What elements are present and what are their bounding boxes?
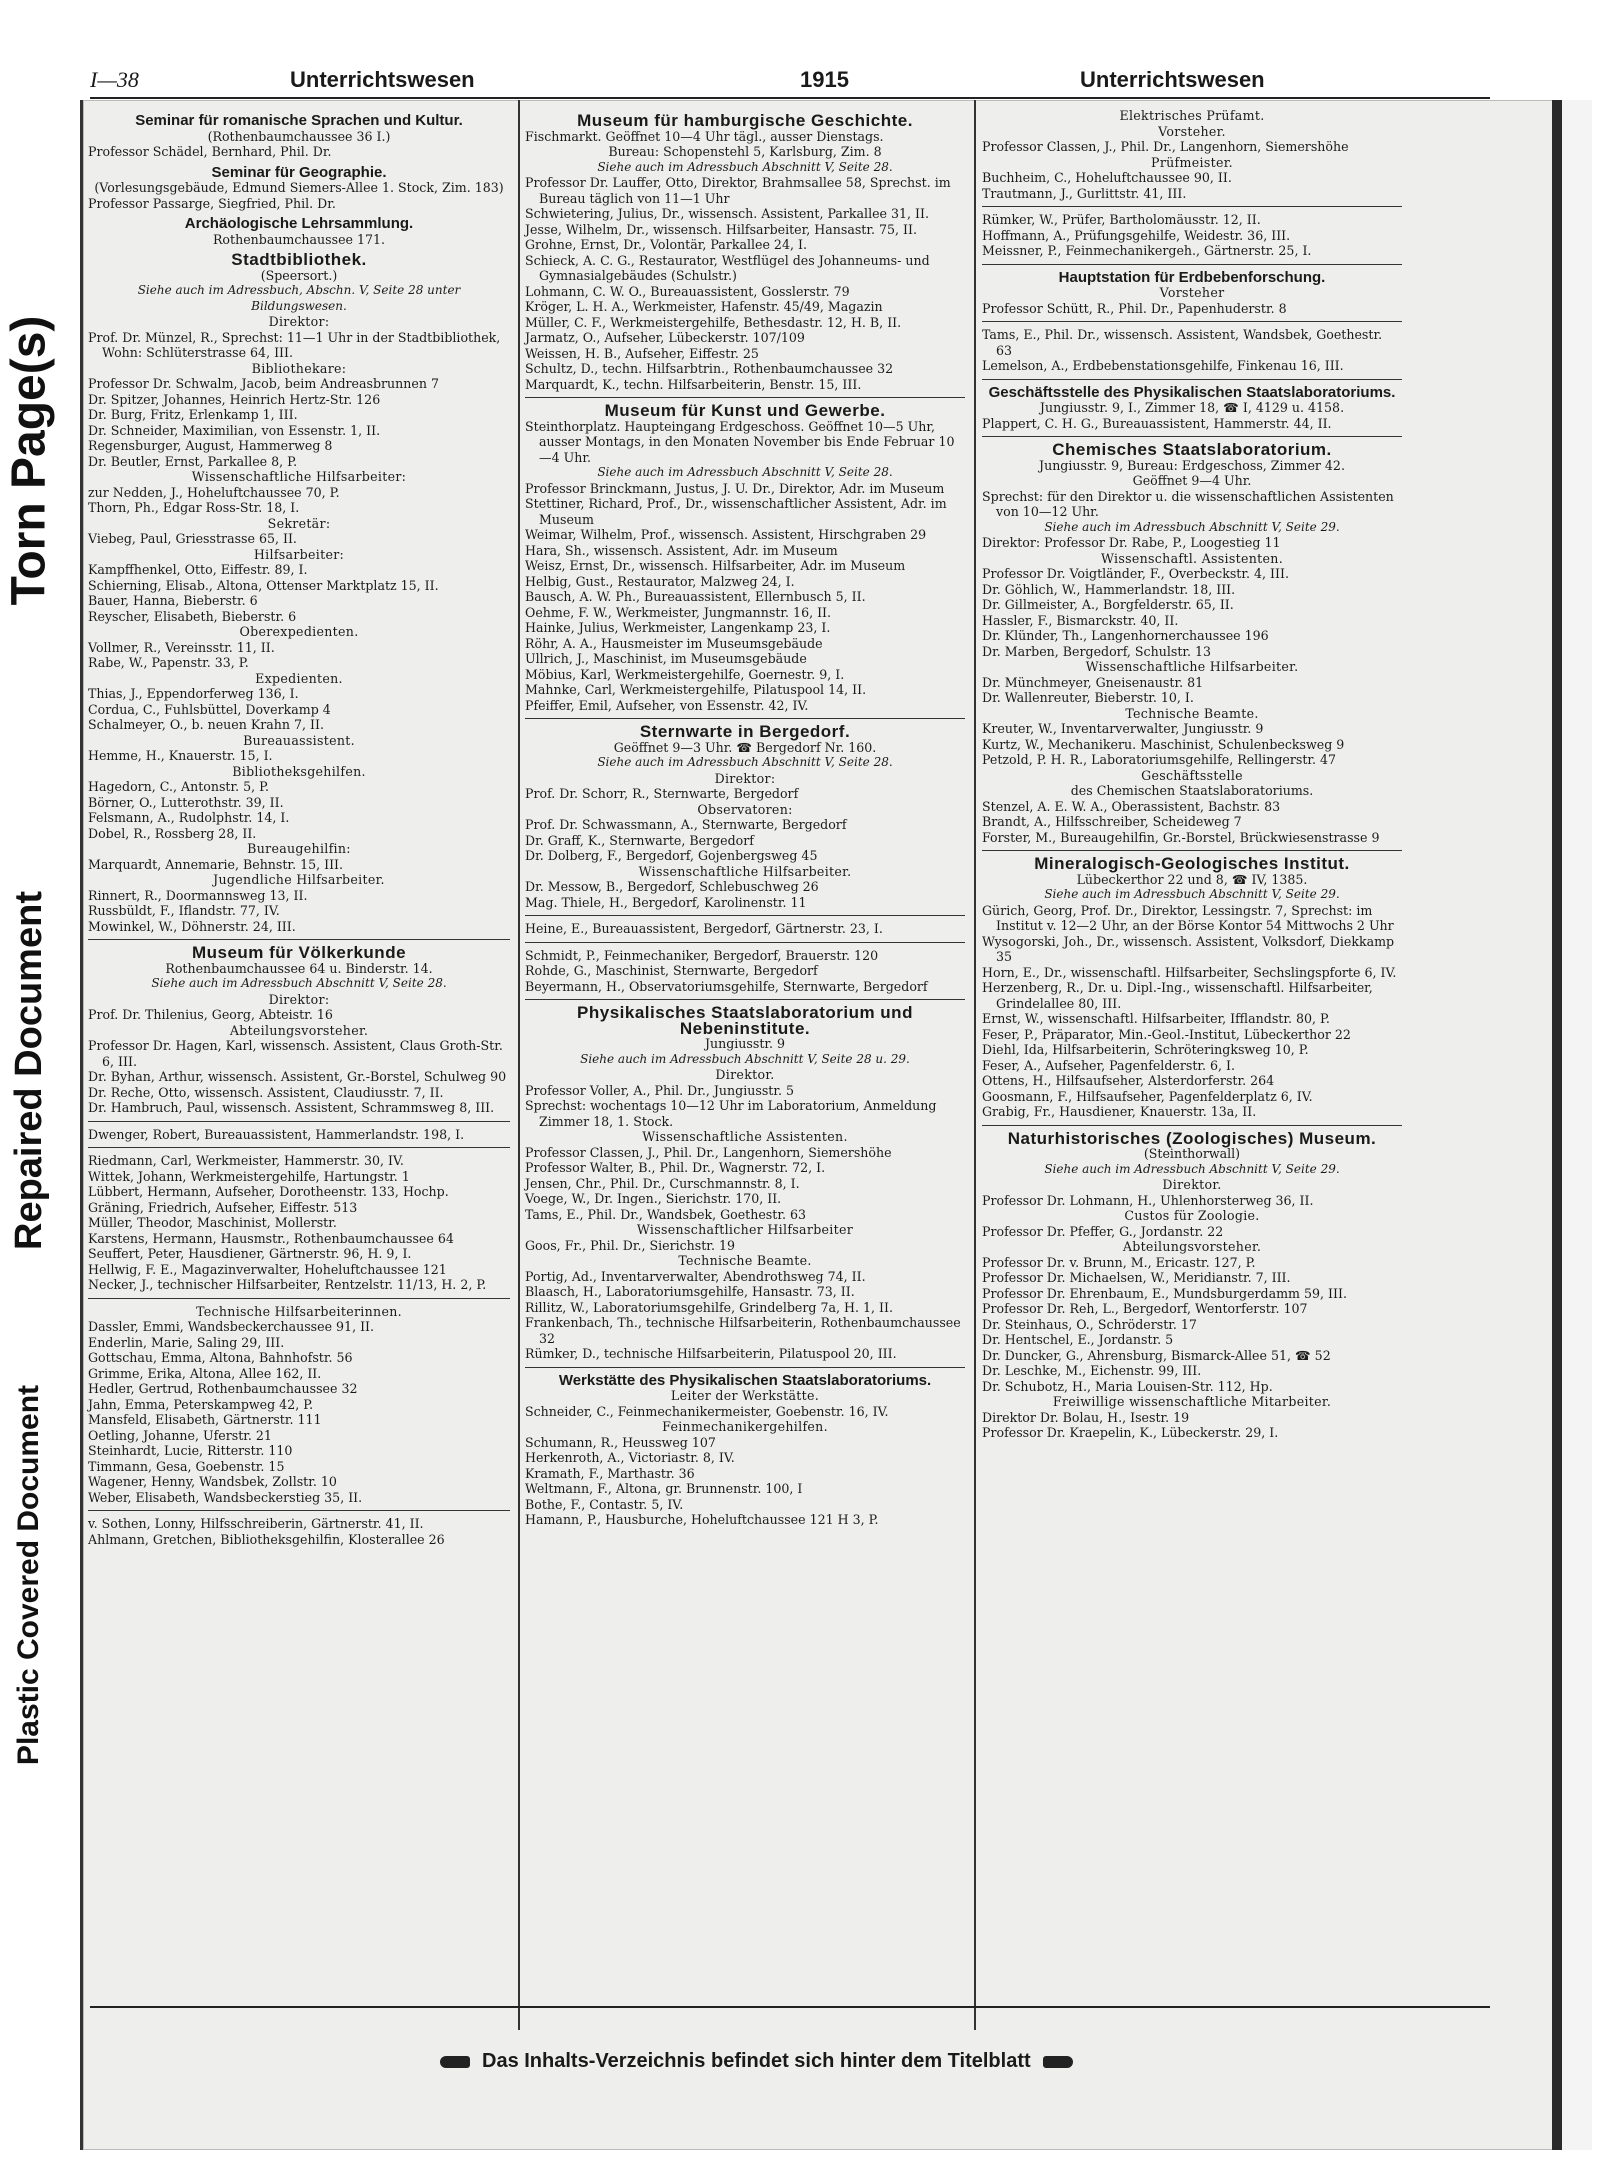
entry-line: Kurtz, W., Mechanikeru. Maschinist, Schulenbecksweg 9 <box>982 736 1345 752</box>
section-divider <box>982 206 1402 207</box>
subheading: Rothenbaumchaussee 171. <box>212 231 386 247</box>
entry-line: Professor Schädel, Bernhard, Phil. Dr. <box>88 144 332 159</box>
pointing-hand-icon <box>1043 2056 1073 2068</box>
entry-line: Forster, M., Bureaugehilfin, Gr.-Borstel, Brückwiesenstrasse 9 <box>982 829 1380 845</box>
entry-line: Frankenbach, Th., technische Hilfsarbeiterin, Rothenbaumchaussee 32 <box>525 1315 961 1346</box>
footer-rule <box>90 2006 1490 2008</box>
footer-note <box>440 2050 1073 2073</box>
pointing-hand-icon <box>440 2056 470 2068</box>
entry-line: Diehl, Ida, Hilfsarbeiterin, Schröteringksweg 10, P. <box>982 1042 1309 1057</box>
entry-line: Hedler, Gertrud, Rothenbaumchaussee 32 <box>88 1381 358 1396</box>
entry-line: Schalmeyer, O., b. neuen Krahn 7, II. <box>88 717 324 732</box>
entry-line: Goosmann, F., Hilfsaufseher, Pagenfelderplatz 6, IV. <box>982 1088 1313 1104</box>
entry-line: Voege, W., Dr. Ingen., Sierichstr. 170, II. <box>525 1191 782 1206</box>
entry-line: Rümker, D., technische Hilfsarbeiterin, Pilatuspool 20, III. <box>525 1346 897 1361</box>
subheading: Direktor. <box>715 1067 775 1082</box>
section-heading: Physikalisches Staatslaboratorium und Nebeninstitute. <box>577 1003 913 1038</box>
subheading: Wissenschaftl. Assistenten. <box>1101 550 1283 566</box>
entry-line: Ottens, H., Hilfsaufseher, Alsterdorferstr. 264 <box>982 1073 1275 1088</box>
section-heading: Seminar für Geographie. <box>211 163 387 181</box>
section-heading: Sternwarte in Bergedorf. <box>639 722 851 741</box>
subheading: Rothenbaumchaussee 64 u. Binderstr. 14. <box>165 960 433 976</box>
entry-line: v. Sothen, Lonny, Hilfsschreiberin, Gärtnerstr. 41, II. <box>88 1516 424 1531</box>
entry-line: Stettiner, Richard, Prof., Dr., wissenschaftlicher Assistent, Adr. im Museum <box>525 496 947 527</box>
reference-note: Siehe auch im Adressbuch Abschnitt V, Seite 29. <box>1044 1161 1340 1176</box>
entry-line: Blaasch, H., Laboratoriumsgehilfe, Hansastr. 73, II. <box>525 1284 855 1299</box>
entry-line: Mahnke, Carl, Werkmeistergehilfe, Pilatuspool 14, II. <box>525 682 867 697</box>
entry-line: Dassler, Emmi, Wandsbeckerchaussee 91, II. <box>88 1319 375 1334</box>
entry-line: Viebeg, Paul, Griesstrasse 65, II. <box>88 531 297 546</box>
subheading: (Speersort.) <box>260 267 338 283</box>
subheading: Feinmechanikergehilfen. <box>662 1419 828 1434</box>
entry-line: Gottschau, Emma, Altona, Bahnhofstr. 56 <box>88 1350 353 1365</box>
subheading: Expedienten. <box>255 670 343 686</box>
entry-line: Hara, Sh., wissensch. Assistent, Adr. im Museum <box>525 542 838 558</box>
section-heading: Museum für Völkerkunde <box>191 943 407 962</box>
subheading: Leiter der Werkstätte. <box>670 1388 820 1403</box>
subheading: Prüfmeister. <box>1151 154 1233 170</box>
column-left <box>88 108 510 1547</box>
entry-line: Professor Dr. Ehrenbaum, E., Mundsburgerdamm 59, III. <box>982 1285 1347 1301</box>
entry-line: Grohne, Ernst, Dr., Volontär, Parkallee 24, I. <box>525 237 807 252</box>
subheading: Jungiusstr. 9, Bureau: Erdgeschoss, Zimmer 42. <box>1039 457 1345 473</box>
entry-line: Tams, E., Phil. Dr., Wandsbek, Goethestr. 63 <box>525 1206 806 1222</box>
entry-line: Weber, Elisabeth, Wandsbeckerstieg 35, II. <box>88 1489 363 1505</box>
entry-line: Schmidt, P., Feinmechaniker, Bergedorf, Brauerstr. 120 <box>525 947 879 963</box>
entry-line: Hemme, H., Knauerstr. 15, I. <box>88 748 273 763</box>
entry-line: Professor Voller, A., Phil. Dr., Jungiusstr. 5 <box>525 1082 794 1098</box>
entry-line: Hainke, Julius, Werkmeister, Langenkamp 23, I. <box>525 620 831 635</box>
subheading: Direktor: <box>268 314 330 329</box>
entry-line: Bausch, A. W. Ph., Bureauassistent, Ellernbusch 5, II. <box>525 589 866 604</box>
section-heading: Mineralogisch-Geologisches Institut. <box>1034 854 1350 873</box>
subheading: Vorsteher. <box>1158 123 1226 139</box>
entry-line: Sprechst: für den Direktor u. die wissenschaftlichen Assistenten von 10—12 Uhr. <box>982 488 1394 519</box>
entry-line: Gräning, Friedrich, Aufseher, Eiffestr. 513 <box>88 1199 358 1215</box>
entry-line: Stenzel, A. E. W. A., Oberassistent, Bachstr. 83 <box>982 798 1281 814</box>
reference-note: Siehe auch im Adressbuch, Abschn. V, Seite 28 unter Bildungswesen. <box>137 283 461 313</box>
entry-line: Wagener, Henny, Wandsbek, Zollstr. 10 <box>88 1474 337 1489</box>
entry-line: Weimar, Wilhelm, Prof., wissensch. Assistent, Hirschgraben 29 <box>525 527 927 542</box>
section-heading: Museum für hamburgische Geschichte. <box>577 111 913 130</box>
entry-line: Rümker, W., Prüfer, Bartholomäusstr. 12, II. <box>982 212 1261 227</box>
entry-line: Steinhardt, Lucie, Ritterstr. 110 <box>88 1443 293 1458</box>
section-divider <box>88 1121 510 1122</box>
entry-line: Röhr, A. A., Hausmeister im Museumsgebäude <box>525 635 823 651</box>
entry-line: Felsmann, A., Rudolphstr. 14, I. <box>88 810 290 825</box>
reference-note: Siehe auch im Adressbuch Abschnitt V, Seite 28. <box>597 755 893 769</box>
entry-line: Hassler, F., Bismarckstr. 40, II. <box>982 612 1179 628</box>
subheading: Direktor: <box>714 770 776 786</box>
section-heading: Seminar für romanische Sprachen und Kultur. <box>135 112 463 129</box>
entry-line: Thias, J., Eppendorferweg 136, I. <box>88 686 299 701</box>
entry-line: Professor Dr. Michaelsen, W., Meridianstr. 7, III. <box>982 1270 1291 1285</box>
header-year: 1915 <box>800 67 849 92</box>
subheading: Sekretär: <box>267 515 331 531</box>
entry-line: Dr. Wallenreuter, Bieberstr. 10, I. <box>982 690 1194 705</box>
entry-line: Dr. Göhlich, W., Hammerlandstr. 18, III. <box>982 581 1236 597</box>
entry-line: Dr. Hentschel, E., Jordanstr. 5 <box>982 1332 1174 1347</box>
entry-line: Goos, Fr., Phil. Dr., Sierichstr. 19 <box>525 1237 735 1253</box>
entry-line: Feser, P., Präparator, Min.-Geol.-Institut, Lübeckerthor 22 <box>982 1026 1351 1042</box>
subheading: Wissenschaftliche Hilfsarbeiter: <box>191 469 407 484</box>
entry-line: Weltmann, F., Altona, gr. Brunnenstr. 100, I <box>525 1481 803 1496</box>
page-edge-margin <box>1562 100 1592 2150</box>
entry-line: Kampffhenkel, Otto, Eiffestr. 89, I. <box>88 562 308 577</box>
reference-note: Siehe auch im Adressbuch Abschnitt V, Seite 29. <box>1044 887 1340 901</box>
entry-line: Möbius, Karl, Werkmeistergehilfe, Goernestr. 9, I. <box>525 666 845 682</box>
subheading: Bureau: Schopenstehl 5, Karlsburg, Zim. 8 <box>608 144 882 159</box>
entry-line: Thorn, Ph., Edgar Ross-Str. 18, I. <box>88 500 300 515</box>
reference-note: Siehe auch im Adressbuch Abschnitt V, Seite 28. <box>597 159 893 174</box>
entry-line: Pfeiffer, Emil, Aufseher, von Essenstr. 42, IV. <box>525 697 809 713</box>
subheading: Direktor: <box>268 991 330 1007</box>
subheading: Jungiusstr. 9 <box>704 1036 786 1051</box>
entry-line: Seuffert, Peter, Hausdiener, Gärtnerstr. 96, H. 9, I. <box>88 1246 412 1261</box>
section-divider <box>982 850 1402 851</box>
entry-line: Rinnert, R., Doormannsweg 13, II. <box>88 887 308 903</box>
entry-line: Kreuter, W., Inventarverwalter, Jungiusstr. 9 <box>982 721 1264 736</box>
entry-line: Schumann, R., Heussweg 107 <box>525 1434 716 1450</box>
section-divider <box>525 942 965 943</box>
entry-line: Schieck, A. C. G., Restaurator, Westflügel des Johanneums- und Gymnasialgebäudes (Schulstr.) <box>525 252 930 283</box>
entry-line: Enderlin, Marie, Saling 29, III. <box>88 1334 285 1350</box>
entry-line: Schwietering, Julius, Dr., wissensch. Assistent, Parkallee 31, II. <box>525 206 929 221</box>
subheading: Technische Beamte. <box>1125 705 1259 721</box>
entry-line: Dr. Hambruch, Paul, wissensch. Assistent, Schrammsweg 8, III. <box>88 1100 495 1115</box>
side-label-repaired: Repaired Document <box>7 890 50 1250</box>
entry-line: Professor Dr. Hagen, Karl, wissensch. Assistent, Claus Groth-Str. 6, III. <box>88 1038 503 1069</box>
entry-line: Professor Dr. v. Brunn, M., Ericastr. 127, P. <box>982 1254 1256 1270</box>
subheading: (Rothenbaumchaussee 36 I.) <box>207 128 391 144</box>
subheading: Bureauassistent. <box>243 732 355 748</box>
entry-line: Dr. Spitzer, Johannes, Heinrich Hertz-Str. 126 <box>88 391 381 407</box>
entry-line: Reyscher, Elisabeth, Bieberstr. 6 <box>88 608 297 624</box>
column-divider <box>518 100 520 2030</box>
entry-line: Dobel, R., Rossberg 28, II. <box>88 825 257 841</box>
entry-line: Hamann, P., Hausburche, Hoheluftchaussee 121 H 3, P. <box>525 1512 879 1527</box>
section-divider <box>88 1298 510 1299</box>
entry-line: Dr. Graff, K., Sternwarte, Bergedorf <box>525 832 754 848</box>
subheading: Custos für Zoologie. <box>1124 1208 1260 1223</box>
entry-line: Marquardt, K., techn. Hilfsarbeiterin, Benstr. 15, III. <box>525 376 862 392</box>
entry-line: Buchheim, C., Hoheluftchaussee 90, II. <box>982 170 1232 185</box>
entry-line: Professor Dr. Kraepelin, K., Lübeckerstr. 29, I. <box>982 1425 1279 1440</box>
entry-line: Dr. Steinhaus, O., Schröderstr. 17 <box>982 1316 1197 1332</box>
section-heading: Werkstätte des Physikalischen Staatslaboratoriums. <box>558 1371 932 1389</box>
section-divider <box>982 264 1402 265</box>
section-divider <box>525 1367 965 1368</box>
entry-line: Ullrich, J., Maschinist, im Museumsgebäude <box>525 651 807 666</box>
entry-line: Dr. Reche, Otto, wissensch. Assistent, Claudiusstr. 7, II. <box>88 1084 444 1100</box>
reference-note: Siehe auch im Adressbuch Abschnitt V, Seite 28. <box>151 976 447 990</box>
side-label-torn: Torn Page(s) <box>2 315 56 605</box>
entry-line: Trautmann, J., Gurlittstr. 41, III. <box>982 185 1187 201</box>
entry-line: Vollmer, R., Vereinsstr. 11, II. <box>88 639 275 655</box>
subheading: Abteilungsvorsteher. <box>1122 1239 1262 1254</box>
entry-line: Portig, Ad., Inventarverwalter, Abendrothsweg 74, II. <box>525 1268 866 1284</box>
entry-line: Mowinkel, W., Döhnerstr. 24, III. <box>88 918 296 934</box>
subheading: Bureaugehilfin: <box>247 841 351 856</box>
entry-line: Hoffmann, A., Prüfungsgehilfe, Weidestr. 36, III. <box>982 227 1291 243</box>
subheading: Wissenschaftliche Hilfsarbeiter. <box>638 863 852 879</box>
entry-line: Dr. Schneider, Maximilian, von Essenstr. 1, II. <box>88 422 381 438</box>
subheading: Jugendliche Hilfsarbeiter. <box>213 872 385 887</box>
entry-line: Riedmann, Carl, Werkmeister, Hammerstr. 30, IV. <box>88 1153 404 1168</box>
entry-line: Lohmann, C. W. O., Bureauassistent, Gosslerstr. 79 <box>525 283 850 299</box>
subheading: Wissenschaftliche Assistenten. <box>642 1129 848 1144</box>
entry-line: Lübbert, Hermann, Aufseher, Dorotheenstr. 133, Hochp. <box>88 1184 449 1199</box>
entry-line: Direktor: Professor Dr. Rabe, P., Loogestieg 11 <box>982 535 1281 550</box>
subheading: Technische Hilfsarbeiterinnen. <box>196 1303 402 1319</box>
section-heading: Archäologische Lehrsammlung. <box>184 215 414 232</box>
reference-note: Siehe auch im Adressbuch Abschnitt V, Seite 28. <box>597 465 893 479</box>
entry-line: Russbüldt, F., Iflandstr. 77, IV. <box>88 903 280 918</box>
entry-line: Herkenroth, A., Victoriastr. 8, IV. <box>525 1450 735 1465</box>
entry-line: Grabig, Fr., Hausdiener, Knauerstr. 13a, II. <box>982 1104 1257 1119</box>
section-divider <box>88 1147 510 1148</box>
entry-line: Professor Brinckmann, Justus, J. U. Dr., Direktor, Adr. im Museum <box>525 480 945 496</box>
entry-line: Marquardt, Annemarie, Behnstr. 15, III. <box>88 856 344 872</box>
entry-line: Oetling, Johanne, Uferstr. 21 <box>88 1427 272 1443</box>
entry-line: Prof. Dr. Münzel, R., Sprechst: 11—1 Uhr in der Stadtbibliothek, Wohn: Schlüterstrasse 64, III. <box>88 329 501 360</box>
entry-line: Dwenger, Robert, Bureauassistent, Hammerlandstr. 198, I. <box>88 1126 465 1142</box>
entry-line: Horn, E., Dr., wissenschaftl. Hilfsarbeiter, Sechslingspforte 6, IV. <box>982 964 1397 980</box>
subheading: Oberexpedienten. <box>239 624 359 639</box>
entry-line: Rabe, W., Papenstr. 33, P. <box>88 655 249 670</box>
entry-line: Helbig, Gust., Restaurator, Malzweg 24, I. <box>525 573 795 589</box>
entry-line: Weissen, H. B., Aufseher, Eiffestr. 25 <box>525 345 759 361</box>
entry-line: Dr. Marben, Bergedorf, Schulstr. 13 <box>982 643 1212 659</box>
entry-line: Börner, O., Lutterothstr. 39, II. <box>88 794 284 810</box>
entry-line: Timmann, Gesa, Goebenstr. 15 <box>88 1458 285 1474</box>
entry-line: Rillitz, W., Laboratoriumsgehilfe, Grindelberg 7a, H. 1, II. <box>525 1299 893 1315</box>
reference-note: Siehe auch im Adressbuch Abschnitt V, Seite 28 u. 29. <box>580 1051 910 1066</box>
subheading: Wissenschaftlicher Hilfsarbeiter <box>636 1222 854 1237</box>
side-label-plastic: Plastic Covered Document <box>12 1384 45 1766</box>
subheading: Direktor. <box>1162 1177 1222 1192</box>
entry-line: Tams, E., Phil. Dr., wissensch. Assistent, Wandsbek, Goethestr. 63 <box>982 327 1383 358</box>
entry-line: Professor Dr. Lohmann, H., Uhlenhorsterweg 36, II. <box>982 1192 1314 1208</box>
entry-line: Plappert, C. H. G., Bureauassistent, Hammerstr. 44, II. <box>982 415 1332 431</box>
entry-line: Cordua, C., Fuhlsbüttel, Doverkamp 4 <box>88 701 331 717</box>
entry-line: Heine, E., Bureauassistent, Bergedorf, Gärtnerstr. 23, I. <box>525 921 883 936</box>
entry-line: Müller, C. F., Werkmeistergehilfe, Bethesdastr. 12, H. B, II. <box>525 314 902 330</box>
entry-line: Meissner, P., Feinmechanikergeh., Gärtnerstr. 25, I. <box>982 243 1312 258</box>
entry-line: Ahlmann, Gretchen, Bibliotheksgehilfin, Klosterallee 26 <box>88 1531 445 1547</box>
subheading: Geschäftsstelle <box>1141 767 1243 783</box>
page-header <box>80 55 1480 95</box>
section-divider <box>88 939 510 940</box>
column-right <box>982 108 1402 1441</box>
entry-line: Dr. Burg, Fritz, Erlenkamp 1, III. <box>88 407 298 422</box>
entry-line: Bothe, F., Contastr. 5, IV. <box>525 1496 684 1512</box>
entry-line: Petzold, P. H. R., Laboratoriumsgehilfe, Rellingerstr. 47 <box>982 752 1337 767</box>
subheading: (Steinthorwall) <box>1143 1146 1241 1161</box>
entry-line: Hellwig, F. E., Magazinverwalter, Hoheluftchaussee 121 <box>88 1261 447 1277</box>
entry-line: Professor Dr. Schwalm, Jacob, beim Andreasbrunnen 7 <box>88 376 439 391</box>
entry-line: Steinthorplatz. Haupteingang Erdgeschoss. Geöffnet 10—5 Uhr, ausser Montags, in den Monaten November bis Ende Februar 10—4 Uhr. <box>525 418 955 465</box>
entry-line: Schneider, C., Feinmechanikermeister, Goebenstr. 16, IV. <box>525 1403 889 1419</box>
entry-line: Brandt, A., Hilfsschreiber, Scheideweg 7 <box>982 814 1242 829</box>
section-divider <box>982 1125 1402 1126</box>
entry-line: Professor Dr. Pfeffer, G., Jordanstr. 22 <box>982 1223 1224 1239</box>
entry-line: Jensen, Chr., Phil. Dr., Curschmannstr. 8, I. <box>525 1175 800 1191</box>
entry-line: Grimme, Erika, Altona, Allee 162, II. <box>88 1365 322 1381</box>
entry-line: Direktor Dr. Bolau, H., Isestr. 19 <box>982 1409 1190 1425</box>
entry-line: Jesse, Wilhelm, Dr., wissensch. Hilfsarbeiter, Hansastr. 75, II. <box>525 221 917 237</box>
entry-line: Professor Walter, B., Phil. Dr., Wagnerstr. 72, I. <box>525 1160 826 1175</box>
entry-line: Dr. Byhan, Arthur, wissensch. Assistent, Gr.-Borstel, Schulweg 90 <box>88 1069 507 1084</box>
subheading: Geöffnet 9—3 Uhr. ☎ Bergedorf Nr. 160. <box>613 739 877 755</box>
entry-line: Dr. Dolberg, F., Bergedorf, Gojenbergsweg 45 <box>525 848 818 863</box>
section-divider <box>982 436 1402 437</box>
section-heading: Hauptstation für Erdbebenforschung. <box>1058 268 1326 286</box>
entry-line: Prof. Dr. Schwassmann, A., Sternwarte, Bergedorf <box>525 817 847 832</box>
entry-line: Schultz, D., techn. Hilfsarbtrin., Rothenbaumchaussee 32 <box>525 361 894 376</box>
section-divider <box>525 999 965 1000</box>
subheading: Geöffnet 9—4 Uhr. <box>1132 473 1252 488</box>
header-left-title: Unterrichtswesen <box>290 67 475 92</box>
section-heading: Museum für Kunst und Gewerbe. <box>604 401 886 420</box>
subheading: Bibliothekare: <box>251 360 347 376</box>
entry-line: Rohde, G., Maschinist, Sternwarte, Bergedorf <box>525 963 818 978</box>
section-divider <box>982 379 1402 380</box>
entry-line: Dr. Klünder, Th., Langenhornerchaussee 196 <box>982 628 1269 643</box>
entry-line: Regensburger, August, Hammerweg 8 <box>88 438 333 453</box>
subheading: Hilfsarbeiter: <box>253 546 345 562</box>
section-divider <box>88 1510 510 1511</box>
entry-line: Jahn, Emma, Peterskampweg 42, P. <box>88 1396 314 1412</box>
subheading: Observatoren: <box>697 801 793 817</box>
entry-line: zur Nedden, J., Hoheluftchaussee 70, P. <box>88 484 340 500</box>
entry-line: Gürich, Georg, Prof. Dr., Direktor, Lessingstr. 7, Sprechst: im Institut v. 12—2 Uhr, an der Börse Kontor 54 Mittwochs 2 Uhr <box>982 902 1394 933</box>
entry-line: Kröger, L. H. A., Werkmeister, Hafenstr. 45/49, Magazin <box>525 299 883 314</box>
page-number: I—38 <box>90 67 139 92</box>
entry-line: Professor Classen, J., Phil. Dr., Langenhorn, Siemershöhe <box>982 139 1349 154</box>
section-divider <box>982 321 1402 322</box>
section-heading: Geschäftsstelle des Physikalischen Staatslaboratoriums. <box>988 383 1396 401</box>
section-heading: Stadtbibliothek. <box>231 250 367 269</box>
entry-line: Karstens, Hermann, Hausmstr., Rothenbaumchaussee 64 <box>88 1230 454 1246</box>
footer-text: Das Inhalts-Verzeichnis befindet sich hinter dem Titelblatt <box>482 2050 1031 2072</box>
section-heading: Naturhistorisches (Zoologisches) Museum. <box>1007 1128 1377 1148</box>
header-right-title: Unterrichtswesen <box>1080 67 1265 92</box>
entry-line: Lemelson, A., Erdbebenstationsgehilfe, Finkenau 16, III. <box>982 358 1344 373</box>
section-heading: Chemisches Staatslaboratorium. <box>1052 440 1332 459</box>
entry-line: Professor Dr. Lauffer, Otto, Direktor, Brahmsallee 58, Sprechst. im Bureau täglich von 11—1 Uhr <box>525 175 951 206</box>
section-divider <box>525 718 965 719</box>
entry-line: Oehme, F. W., Werkmeister, Jungmannstr. 16, II. <box>525 604 832 620</box>
entry-line: Müller, Theodor, Maschinist, Mollerstr. <box>88 1215 337 1230</box>
entry-line: Herzenberg, R., Dr. u. Dipl.-Ing., wissenschaftl. Hilfsarbeiter, Grindelallee 80, III. <box>982 980 1373 1011</box>
subheading: Lübeckerthor 22 und 8, ☎ IV, 1385. <box>1076 871 1308 887</box>
section-divider <box>525 915 965 916</box>
entry-line: Professor Schütt, R., Phil. Dr., Papenhuderstr. 8 <box>982 300 1287 316</box>
entry-line: Wysogorski, Joh., Dr., wissensch. Assistent, Volksdorf, Diekkamp 35 <box>982 933 1395 964</box>
subheading: Elektrisches Prüfamt. <box>1119 108 1265 123</box>
entry-line: Kramath, F., Marthastr. 36 <box>525 1465 695 1481</box>
entry-line: Dr. Münchmeyer, Gneisenaustr. 81 <box>982 674 1204 690</box>
subheading: Bibliotheksgehilfen. <box>232 763 366 779</box>
entry-line: Dr. Leschke, M., Eichenstr. 99, III. <box>982 1363 1202 1378</box>
subheading: Wissenschaftliche Hilfsarbeiter. <box>1085 659 1299 674</box>
subheading: Freiwillige wissenschaftliche Mitarbeiter. <box>1052 1394 1332 1409</box>
entry-line: Professor Dr. Reh, L., Bergedorf, Wentorferstr. 107 <box>982 1301 1308 1316</box>
entry-line: Dr. Gillmeister, A., Borgfelderstr. 65, II. <box>982 597 1234 612</box>
entry-line: Professor Dr. Voigtländer, F., Overbeckstr. 4, III. <box>982 566 1289 581</box>
entry-line: Fischmarkt. Geöffnet 10—4 Uhr tägl., ausser Dienstags. <box>525 128 884 144</box>
entry-line: Dr. Messow, B., Bergedorf, Schlebuschweg 26 <box>525 879 819 894</box>
entry-line: Necker, J., technischer Hilfsarbeiter, Rentzelstr. 11/13, H. 2, P. <box>88 1277 487 1292</box>
subheading: Vorsteher <box>1159 285 1225 300</box>
entry-line: Mansfeld, Elisabeth, Gärtnerstr. 111 <box>88 1412 322 1427</box>
section-divider <box>525 397 965 398</box>
entry-line: Schierning, Elisab., Altona, Ottenser Marktplatz 15, II. <box>88 577 439 593</box>
entry-line: Jarmatz, O., Aufseher, Lübeckerstr. 107/109 <box>525 330 805 345</box>
entry-line: Dr. Schubotz, H., Maria Louisen-Str. 112, Hp. <box>982 1378 1273 1394</box>
entry-line: Professor Passarge, Siegfried, Phil. Dr. <box>88 195 336 211</box>
column-middle <box>525 108 965 1528</box>
entry-line: Dr. Beutler, Ernst, Parkallee 8, P. <box>88 453 298 469</box>
entry-line: Bauer, Hanna, Bieberstr. 6 <box>88 593 258 608</box>
header-rule <box>90 97 1490 99</box>
entry-line: Professor Classen, J., Phil. Dr., Langenhorn, Siemershöhe <box>525 1144 892 1160</box>
column-divider <box>974 100 976 2030</box>
entry-line: Prof. Dr. Thilenius, Georg, Abteistr. 16 <box>88 1007 333 1022</box>
page-edge-shadow <box>1552 100 1562 2150</box>
entry-line: Hagedorn, C., Antonstr. 5, P. <box>88 779 270 794</box>
subheading: (Vorlesungsgebäude, Edmund Siemers-Allee 1. Stock, Zim. 183) <box>94 180 504 195</box>
entry-line: Ernst, W., wissenschaftl. Hilfsarbeiter, Ifflandstr. 80, P. <box>982 1011 1330 1026</box>
entry-line: Beyermann, H., Observatoriumsgehilfe, Sternwarte, Bergedorf <box>525 978 928 994</box>
subheading: Jungiusstr. 9, I., Zimmer 18, ☎ I, 4129 u. 4158. <box>1039 400 1345 415</box>
subheading: des Chemischen Staatslaboratoriums. <box>1070 783 1314 798</box>
entry-line: Mag. Thiele, H., Bergedorf, Karolinenstr. 11 <box>525 894 807 910</box>
entry-line: Prof. Dr. Schorr, R., Sternwarte, Bergedorf <box>525 786 799 801</box>
entry-line: Wittek, Johann, Werkmeistergehilfe, Hartungstr. 1 <box>88 1168 410 1184</box>
entry-line: Sprechst: wochentags 10—12 Uhr im Laboratorium, Anmeldung Zimmer 18, 1. Stock. <box>525 1098 937 1129</box>
subheading: Abteilungsvorsteher. <box>229 1022 369 1038</box>
entry-line: Dr. Duncker, G., Ahrensburg, Bismarck-Allee 51, ☎ 52 <box>982 1347 1331 1363</box>
entry-line: Feser, A., Aufseher, Pagenfelderstr. 6, I. <box>982 1057 1236 1073</box>
entry-line: Weisz, Ernst, Dr., wissensch. Hilfsarbeiter, Adr. im Museum <box>525 558 906 573</box>
subheading: Technische Beamte. <box>678 1253 812 1268</box>
reference-note: Siehe auch im Adressbuch Abschnitt V, Seite 29. <box>1044 519 1340 534</box>
